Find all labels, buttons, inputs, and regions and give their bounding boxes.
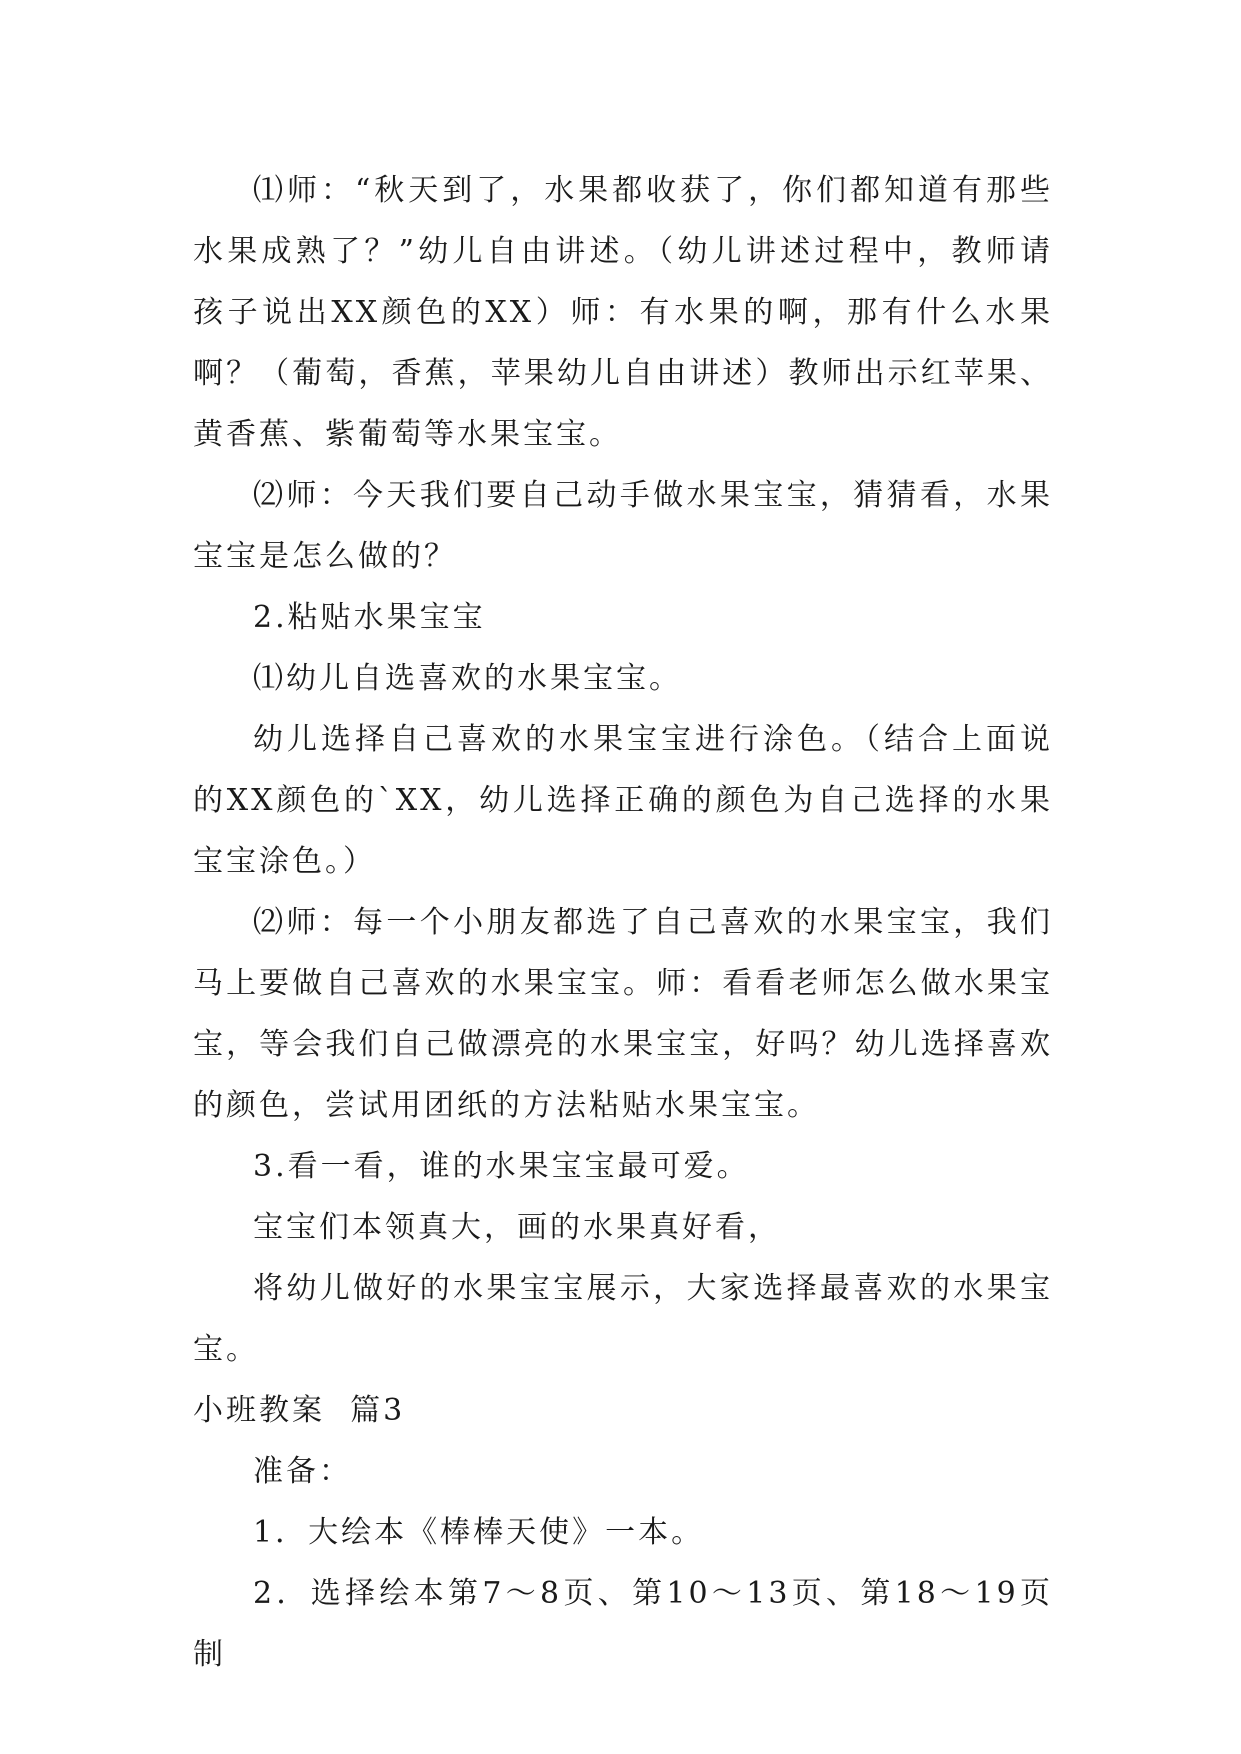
- paragraph: 2．选择绘本第7～8页、第10～13页、第18～19页制: [193, 1576, 1053, 1672]
- document-body: [193, 160, 1053, 1685]
- section-heading: 小班教案 篇3: [193, 1393, 406, 1428]
- paragraph: 幼儿选择自己喜欢的水果宝宝进行涂色。（结合上面说的XX颜色的`XX，幼儿选择正确的颜色为自己选择的水果宝宝涂色。）: [193, 722, 1053, 879]
- paragraph: ⑴幼儿自选喜欢的水果宝宝。: [253, 661, 682, 696]
- paragraph: 宝宝们本领真大，画的水果真好看，: [253, 1210, 781, 1245]
- paragraph: 将幼儿做好的水果宝宝展示，大家选择最喜欢的水果宝宝。: [193, 1271, 1053, 1367]
- paragraph: ⑵师：每一个小朋友都选了自己喜欢的水果宝宝，我们马上要做自己喜欢的水果宝宝。师：看看老师怎么做水果宝宝，等会我们自己做漂亮的水果宝宝，好吗？幼儿选择喜欢的颜色，尝试用团纸的方法粘贴水果宝宝。: [193, 905, 1053, 1123]
- paragraph: ⑵师：今天我们要自己动手做水果宝宝，猜猜看，水果宝宝是怎么做的？: [193, 478, 1053, 574]
- paragraph: 3.看一看，谁的水果宝宝最可爱。: [253, 1149, 750, 1184]
- paragraph: ⑴师：“秋天到了，水果都收获了，你们都知道有那些水果成熟了？”幼儿自由讲述。（幼儿讲述过程中，教师请孩子说出XX颜色的XX）师：有水果的啊，那有什么水果啊？（葡萄，香蕉，苹果幼儿自由讲述）教师出示红苹果、黄香蕉、紫葡萄等水果宝宝。: [193, 173, 1053, 452]
- paragraph: 2.粘贴水果宝宝: [253, 600, 486, 635]
- paragraph: 准备：: [253, 1454, 352, 1489]
- paragraph: 1．大绘本《棒棒天使》一本。: [253, 1515, 705, 1550]
